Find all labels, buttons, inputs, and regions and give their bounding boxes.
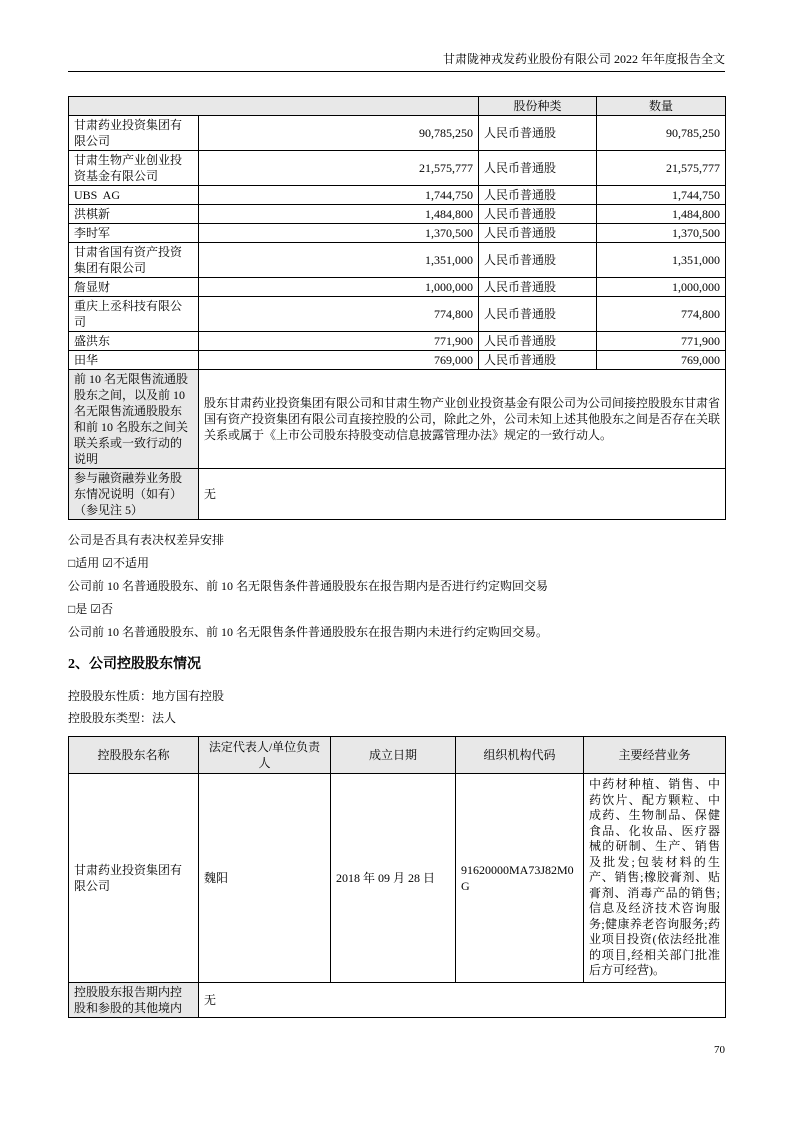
share-type: 人民币普通股: [479, 332, 597, 351]
controller-org-code: 91620000MA73J82M0G: [456, 774, 584, 983]
shareholder-name: 洪棋新: [69, 205, 199, 224]
section-heading-controlling-shareholder: 2、公司控股股东情况: [68, 657, 201, 672]
column-header-org-code: 组织机构代码: [456, 737, 584, 774]
share-count: 774,800: [199, 297, 479, 332]
share-count: 1,351,000: [199, 243, 479, 278]
controlling-shareholder-meta: [68, 687, 725, 728]
share-type: 人民币普通股: [479, 116, 597, 151]
shareholder-row: [69, 332, 726, 351]
margin-trading-note-content: 无: [199, 469, 726, 520]
share-quantity: 769,000: [597, 351, 726, 370]
voting-rights-answer: □适用 ☑不适用: [68, 556, 150, 570]
share-quantity: 21,575,777: [597, 151, 726, 186]
shareholder-row: [69, 297, 726, 332]
shareholder-name: UBS AG: [69, 186, 199, 205]
shareholder-row: [69, 151, 726, 186]
share-count: 90,785,250: [199, 116, 479, 151]
shareholder-row: [69, 224, 726, 243]
shareholder-name: 重庆上丞科技有限公司: [69, 297, 199, 332]
shareholder-name: 李时军: [69, 224, 199, 243]
shareholder-row: [69, 243, 726, 278]
share-count: 1,000,000: [199, 278, 479, 297]
shareholder-name: 甘肃药业投资集团有限公司: [69, 116, 199, 151]
share-quantity: 1,370,500: [597, 224, 726, 243]
controller-row: [69, 774, 726, 983]
voting-rights-question: 公司是否具有表决权差异安排: [68, 533, 225, 547]
column-header-quantity: 数量: [597, 97, 726, 116]
shareholder-name: 盛洪东: [69, 332, 199, 351]
controller-name: 甘肃药业投资集团有限公司: [69, 774, 199, 983]
relation-note-label: 前 10 名无限售流通股股东之间，以及前 10 名无限售流通股股东和前 10 名股东之间关联关系或一致行动的说明: [69, 370, 199, 469]
shareholder-table-header-row: [69, 97, 726, 116]
share-type: 人民币普通股: [479, 297, 597, 332]
share-count: 21,575,777: [199, 151, 479, 186]
statements-block: [68, 532, 725, 640]
column-header-established: 成立日期: [331, 737, 456, 774]
share-count: 1,370,500: [199, 224, 479, 243]
page-number: 70: [714, 1044, 725, 1056]
share-quantity: 1,000,000: [597, 278, 726, 297]
repurchase-answer: □是 ☑否: [68, 602, 114, 616]
document-header: [68, 52, 725, 72]
share-quantity: 1,484,800: [597, 205, 726, 224]
share-quantity: 774,800: [597, 297, 726, 332]
shareholder-name: 詹显财: [69, 278, 199, 297]
other-holdings-content: 无: [199, 982, 726, 1017]
repurchase-note: 公司前 10 名普通股股东、前 10 名无限售条件普通股股东在报告期内未进行约定购回交易。: [68, 625, 549, 639]
margin-trading-note-label: 参与融资融券业务股东情况说明（如有）（参见注 5）: [69, 469, 199, 520]
other-holdings-row: [69, 982, 726, 1017]
other-holdings-label: 控股股东报告期内控股和参股的其他境内: [69, 982, 199, 1017]
share-count: 1,484,800: [199, 205, 479, 224]
controller-established-date: 2018 年 09 月 28 日: [331, 774, 456, 983]
shareholder-row: [69, 351, 726, 370]
share-type: 人民币普通股: [479, 186, 597, 205]
document-page: [68, 0, 725, 1018]
header-spacer-cell: [69, 97, 479, 116]
share-count: 771,900: [199, 332, 479, 351]
shareholder-name: 田华: [69, 351, 199, 370]
relation-note-row: [69, 370, 726, 469]
share-quantity: 1,744,750: [597, 186, 726, 205]
margin-trading-note-row: [69, 469, 726, 520]
share-quantity: 1,351,000: [597, 243, 726, 278]
share-quantity: 90,785,250: [597, 116, 726, 151]
column-header-controller-name: 控股股东名称: [69, 737, 199, 774]
share-type: 人民币普通股: [479, 151, 597, 186]
column-header-main-business: 主要经营业务: [584, 737, 726, 774]
share-type: 人民币普通股: [479, 224, 597, 243]
controller-main-business: 中药材种植、销售、中药饮片、配方颗粒、中成药、生物制品、保健食品、化妆品、医疗器械的研制、生产、销售及批发;包装材料的生产、销售;橡胶膏剂、贴膏剂、消毒产品的销售;信息及经济技术咨询服务;健康养老咨询服务;药业项目投资(依法经批准的项目,经相关部门批准后方可经营)。: [584, 774, 726, 983]
shareholder-row: [69, 116, 726, 151]
column-header-share-type: 股份种类: [479, 97, 597, 116]
share-type: 人民币普通股: [479, 351, 597, 370]
share-quantity: 771,900: [597, 332, 726, 351]
controlling-shareholder-table: [68, 736, 726, 1018]
controller-legal-rep: 魏阳: [199, 774, 331, 983]
share-type: 人民币普通股: [479, 278, 597, 297]
share-type: 人民币普通股: [479, 205, 597, 224]
relation-note-content: 股东甘肃药业投资集团有限公司和甘肃生物产业创业投资基金有限公司为公司间接控股股东甘肃省国有资产投资集团有限公司直接控股的公司，除此之外，公司未知上述其他股东之间是否存在关联关系或属于《上市公司股东持股变动信息披露管理办法》规定的一致行动人。: [199, 370, 726, 469]
controller-table-header-row: [69, 737, 726, 774]
report-title: 甘肃陇神戎发药业股份有限公司 2022 年年度报告全文: [442, 52, 725, 66]
shareholder-name: 甘肃省国有资产投资集团有限公司: [69, 243, 199, 278]
shareholder-table: [68, 96, 726, 520]
shareholder-name: 甘肃生物产业创业投资基金有限公司: [69, 151, 199, 186]
controlling-shareholder-nature: 控股股东性质：地方国有控股: [68, 689, 225, 703]
share-type: 人民币普通股: [479, 243, 597, 278]
share-count: 1,744,750: [199, 186, 479, 205]
shareholder-row: [69, 278, 726, 297]
controlling-shareholder-type: 控股股东类型：法人: [68, 711, 177, 725]
shareholder-row: [69, 186, 726, 205]
share-count: 769,000: [199, 351, 479, 370]
shareholder-row: [69, 205, 726, 224]
repurchase-question: 公司前 10 名普通股股东、前 10 名无限售条件普通股股东在报告期内是否进行约定购回交易: [68, 579, 549, 593]
column-header-legal-rep: 法定代表人/单位负责人: [199, 737, 331, 774]
